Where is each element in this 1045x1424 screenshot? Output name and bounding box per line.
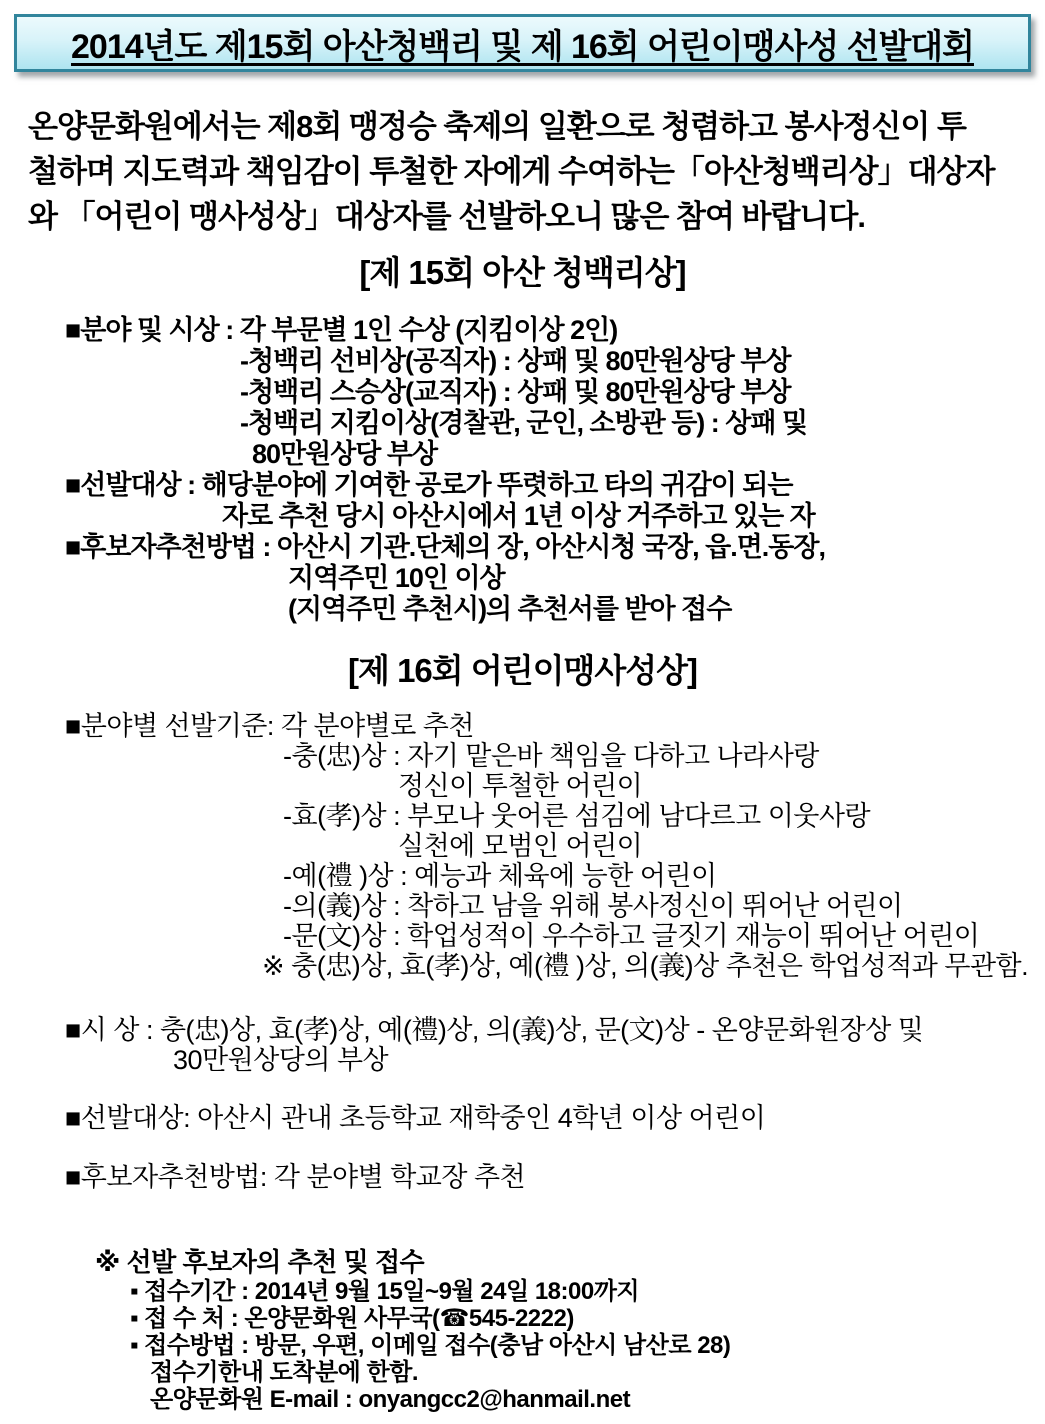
notice-line: ■시 상 : 충(忠)상, 효(孝)상, 예(禮)상, 의(義)상, 문(文)상 - 온양문화원장상 및 xyxy=(65,1015,924,1045)
award2-heading: [제 16회 어린이맹사성상] xyxy=(348,652,697,689)
notice-line: 30만원상당의 부상 xyxy=(173,1045,389,1075)
notice-line: 80만원상당 부상 xyxy=(252,439,438,469)
notice-line: -청백리 지킴이상(경찰관, 군인, 소방관 등) : 상패 및 xyxy=(240,408,808,438)
document-page xyxy=(0,14,1045,1424)
notice-line: ■선발대상 : 해당분야에 기여한 공로가 뚜렷하고 타의 귀감이 되는 xyxy=(65,470,793,500)
submission-line: ▪ 접수기간 : 2014년 9월 15일~9월 24일 18:00까지 xyxy=(130,1278,640,1305)
notice-line: ■분야별 선발기준: 각 분야별로 추천 xyxy=(65,711,474,741)
intro-paragraph xyxy=(28,104,1021,239)
submission-heading: ※ 선발 후보자의 추천 및 접수 xyxy=(95,1247,425,1277)
award1-section xyxy=(0,315,1045,625)
notice-line: 실천에 모범인 어린이 xyxy=(398,831,643,861)
submission-info-section xyxy=(0,1246,1045,1413)
intro-line: 철하며 지도력과 책임감이 투철한 자에게 수여하는「아산청백리상」대상자 xyxy=(28,154,995,189)
submission-line: ▪ 접 수 처 : 온양문화원 사무국(☎545-2222) xyxy=(130,1305,574,1332)
title-banner xyxy=(14,14,1031,72)
document-title: 2014년도 제15회 아산청백리 및 제 16회 어린이맹사성 선발대회 xyxy=(71,27,974,66)
notice-line: ※ 충(忠)상, 효(孝)상, 예(禮 )상, 의(義)상 추천은 학업성적과 무관함. xyxy=(262,951,1029,981)
notice-line: ■후보자추천방법 : 아산시 기관.단체의 장, 아산시청 국장, 읍.면.동장, xyxy=(65,532,825,562)
award1-heading: [제 15회 아산 청백리상] xyxy=(359,254,686,291)
notice-line: ■선발대상: 아산시 관내 초등학교 재학중인 4학년 이상 어린이 xyxy=(65,1103,766,1133)
notice-line: -효(孝)상 : 부모나 웃어른 섬김에 남다르고 이웃사랑 xyxy=(283,801,871,831)
notice-line: -문(文)상 : 학업성적이 우수하고 글짓기 재능이 뛰어난 어린이 xyxy=(283,921,980,951)
notice-line: 정신이 투철한 어린이 xyxy=(398,771,643,801)
notice-line: 자로 추천 당시 아산시에서 1년 이상 거주하고 있는 자 xyxy=(222,501,815,531)
submission-line: 접수기한내 도착분에 한함. xyxy=(150,1359,419,1386)
submission-line email-line: 온양문화원 E-mail : onyangcc2@hanmail.net xyxy=(150,1386,631,1413)
intro-line: 온양문화원에서는 제8회 맹정승 축제의 일환으로 청렴하고 봉사정신이 투 xyxy=(28,109,966,144)
notice-line: -충(忠)상 : 자기 맡은바 책임을 다하고 나라사랑 xyxy=(283,741,819,771)
notice-line: -예(禮 )상 : 예능과 체육에 능한 어린이 xyxy=(283,861,717,891)
notice-line: -의(義)상 : 착하고 남을 위해 봉사정신이 뛰어난 어린이 xyxy=(283,891,903,921)
notice-line: -청백리 선비상(공직자) : 상패 및 80만원상당 부상 xyxy=(240,346,791,376)
notice-line: (지역주민 추천시)의 추천서를 받아 접수 xyxy=(288,594,732,624)
notice-line: 지역주민 10인 이상 xyxy=(288,563,505,593)
award2-section xyxy=(0,711,1045,1192)
notice-line: ■분야 및 시상 : 각 부문별 1인 수상 (지킴이상 2인) xyxy=(65,315,618,345)
submission-line: ▪ 접수방법 : 방문, 우편, 이메일 접수(충남 아산시 남산로 28) xyxy=(130,1332,731,1359)
intro-line: 와 「어린이 맹사성상」대상자를 선발하오니 많은 참여 바랍니다. xyxy=(28,199,865,234)
notice-line: ■후보자추천방법: 각 분야별 학교장 추천 xyxy=(65,1162,526,1192)
notice-line: -청백리 스승상(교직자) : 상패 및 80만원상당 부상 xyxy=(240,377,791,407)
